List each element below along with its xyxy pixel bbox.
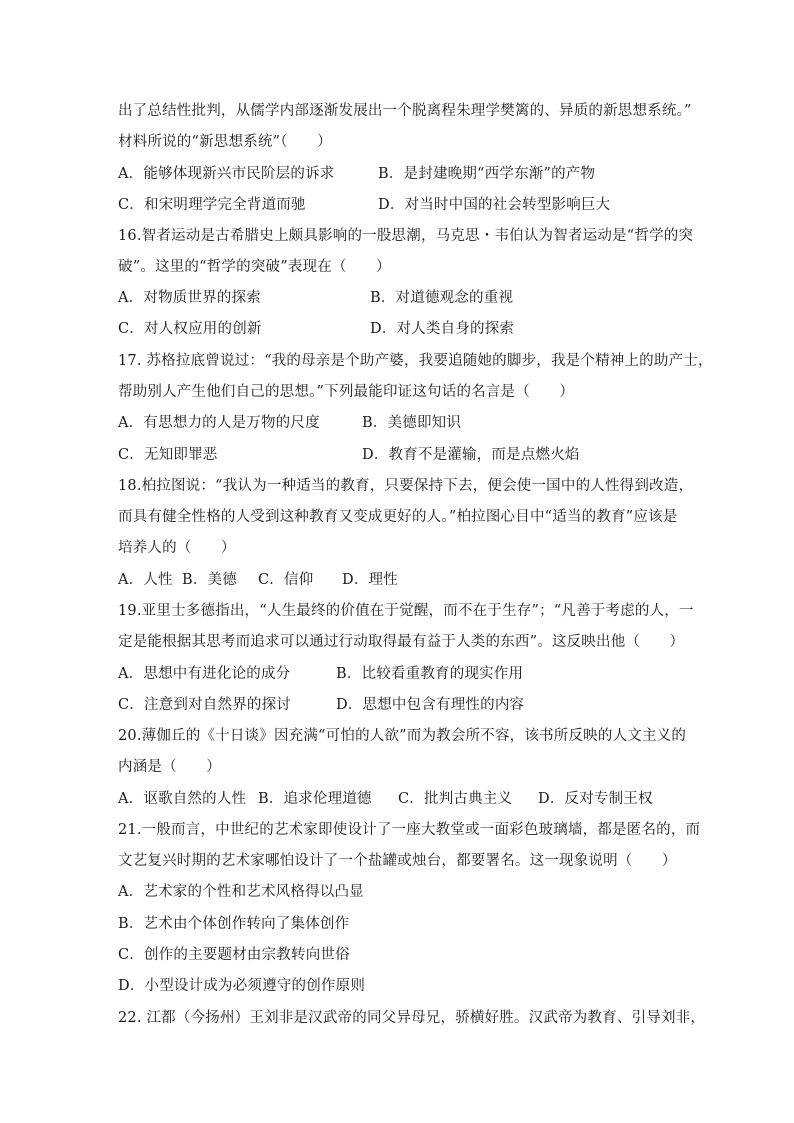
q16-option-c: C．对人权应用的创新 <box>118 321 262 337</box>
q16-option-a: A．对物质世界的探索 <box>118 290 261 306</box>
q15-option-c: C．和宋明理学完全背道而驰 <box>118 197 306 213</box>
q18-option-b: B．美德 <box>182 572 237 588</box>
q21-option-d: D．小型设计成为必须遵守的创作原则 <box>118 978 366 994</box>
question-17-text-line-2: 帮助别人产生他们自己的思想。”下列最能印证这句话的名言是（ ） <box>118 384 575 400</box>
question-16-text-line-1: 16.智者运动是古希腊史上颇具影响的一股思潮，马克思・韦伯认为智者运动是“哲学的突 <box>118 228 694 244</box>
q17-option-d: D．教育不是灌输，而是点燃火焰 <box>362 447 580 463</box>
q21-option-c: C．创作的主要题材由宗教转向世俗 <box>118 947 350 963</box>
q19-option-a: A．思想中有进化论的成分 <box>118 666 291 682</box>
q15-option-d: D．对当时中国的社会转型影响巨大 <box>378 197 611 213</box>
q19-option-d: D．思想中包含有理性的内容 <box>336 697 525 713</box>
q17-option-a: A．有思想力的人是万物的尺度 <box>118 415 320 431</box>
q18-option-d: D．理性 <box>342 572 398 588</box>
q20-option-a: A．讴歌自然的人性 <box>118 791 247 807</box>
q16-option-b: B．对道德观念的重视 <box>370 290 514 306</box>
q15-option-b: B．是封建晚期“西学东渐”的产物 <box>378 166 596 182</box>
q20-option-b: B．追求伦理道德 <box>258 791 372 807</box>
q21-option-b: B．艺术由个体创作转向了集体创作 <box>118 916 350 932</box>
question-15-prompt: 材料所说的“新思想系统”（ ） <box>118 134 332 150</box>
q18-option-c: C．信仰 <box>258 572 314 588</box>
question-20-text-line-2: 内涵是（ ） <box>118 759 221 775</box>
question-18-text-line-2: 而具有健全性格的人受到这种教育又变成更好的人。”柏拉图心目中“适当的教育”应该是 <box>118 509 678 525</box>
q16-option-d: D．对人类自身的探索 <box>370 321 515 337</box>
q17-option-b: B．美德即知识 <box>362 415 462 431</box>
q17-option-c: C．无知即罪恶 <box>118 447 218 463</box>
q19-option-b: B．比较看重教育的现实作用 <box>336 666 524 682</box>
q19-option-c: C．注意到对自然界的探讨 <box>118 697 291 713</box>
q20-option-c: C．批判古典主义 <box>398 791 513 807</box>
question-20-text-line-1: 20.薄伽丘的《十日谈》因充满“可怕的人欲”而为教会所不容，该书所反映的人文主义的 <box>118 728 687 744</box>
question-19-text-line-1: 19.亚里士多德指出，“人生最终的价值在于觉醒，而不在于生存”；“凡善于考虑的人，一 <box>118 603 694 619</box>
question-21-text-line-2: 文艺复兴时期的艺术家哪怕设计了一个盐罐或烛台，都要署名。这一现象说明（ ） <box>118 853 677 869</box>
question-18-text-line-1: 18.柏拉图说：“我认为一种适当的教育，只要保持下去，便会使一国中的人性得到改造， <box>118 478 694 494</box>
question-21-text-line-1: 21.一般而言，中世纪的艺术家即使设计了一座大教堂或一面彩色玻璃墙，都是匿名的，而 <box>118 822 701 838</box>
question-22-text-line-1: 22. 江都（今扬州）王刘非是汉武帝的同父异母兄，骄横好胜。汉武帝为教育、引导刘非， <box>118 1010 706 1026</box>
q21-option-a: A．艺术家的个性和艺术风格得以凸显 <box>118 884 364 900</box>
question-15-text-line-1: 出了总结性批判，从儒学内部逐渐发展出一个脱离程朱理学樊篱的、异质的新思想系统。” <box>118 103 692 119</box>
question-18-text-line-3: 培养人的（ ） <box>118 540 236 556</box>
q20-option-d: D．反对专制王权 <box>538 791 653 807</box>
q15-option-a: A．能够体现新兴市民阶层的诉求 <box>118 166 335 182</box>
question-19-text-line-2: 定是能根据其思考而追求可以通过行动取得最有益于人类的东西”。这反映出他（ ） <box>118 634 685 650</box>
question-16-text-line-2: 破”。这里的“哲学的突破”表现在（ ） <box>118 259 391 275</box>
q18-option-a: A．人性 <box>118 572 173 588</box>
question-17-text-line-1: 17. 苏格拉底曾说过：“我的母亲是个助产婆，我要追随她的脚步，我是个精神上的助产士， <box>118 353 713 369</box>
